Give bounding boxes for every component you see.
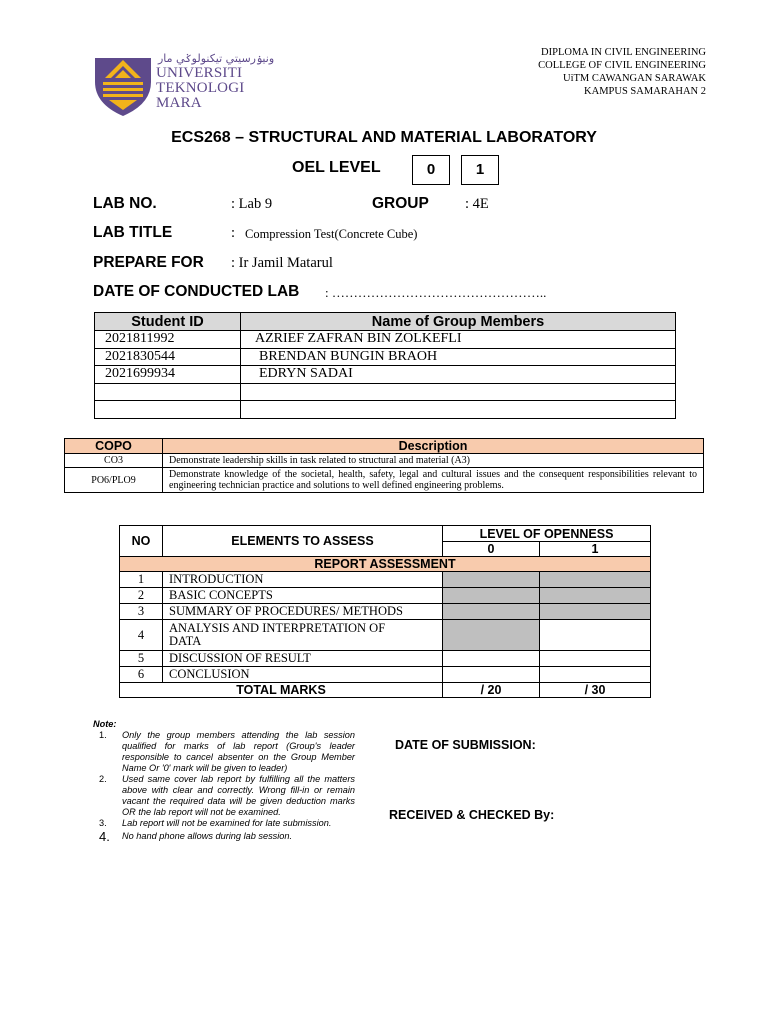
date-of-submission-label: DATE OF SUBMISSION:: [395, 738, 536, 752]
institution-block: [538, 46, 706, 98]
logo-line: MARA: [156, 95, 202, 111]
element-cell: SUMMARY OF PROCEDURES/ METHODS: [163, 604, 443, 620]
table-row: [120, 604, 651, 620]
lab-title-colon: :: [231, 225, 236, 241]
note-item: [93, 831, 355, 842]
student-id-header: Student ID: [95, 313, 241, 331]
no-header: NO: [120, 526, 163, 557]
table-row: [120, 667, 651, 683]
note-number: 4.: [99, 829, 110, 844]
section-row: [120, 557, 651, 572]
member-name-cell: EDRYN SADAI: [241, 366, 676, 384]
level-0-cell: [443, 651, 540, 667]
member-name-cell: [241, 383, 676, 401]
row-number: 6: [120, 667, 163, 683]
table-row: [120, 572, 651, 588]
prepare-for-label: PREPARE FOR: [93, 254, 204, 271]
group-label: GROUP: [372, 195, 429, 212]
table-header-row: [95, 313, 676, 331]
assessment-table: [119, 525, 651, 698]
row-number: 1: [120, 572, 163, 588]
elements-header: ELEMENTS TO ASSESS: [163, 526, 443, 557]
institution-line: KAMPUS SAMARAHAN 2: [584, 86, 706, 97]
prepare-for-value: : Ir Jamil Matarul: [231, 255, 333, 271]
note-number: 3.: [99, 818, 107, 828]
student-id-cell: 2021699934: [95, 366, 241, 384]
level-0-cell: [443, 620, 540, 651]
copo-header: COPO: [65, 439, 163, 454]
row-number: 3: [120, 604, 163, 620]
lab-no-value: : Lab 9: [231, 196, 273, 212]
institution-line: COLLEGE OF CIVIL ENGINEERING: [538, 60, 706, 71]
level-1-cell: [540, 667, 651, 683]
lab-title-label: LAB TITLE: [93, 224, 173, 241]
members-table: [94, 312, 676, 419]
student-id-cell: [95, 401, 241, 419]
note-number: 1.: [99, 730, 107, 740]
element-cell: BASIC CONCEPTS: [163, 588, 443, 604]
date-conducted-value: : …………………………………………..: [325, 285, 547, 300]
note-number: 2.: [99, 774, 107, 784]
level-0-header: 0: [443, 542, 540, 557]
institution-line: UiTM CAWANGAN SARAWAK: [563, 73, 706, 84]
element-cell: DISCUSSION OF RESULT: [163, 651, 443, 667]
group-value: : 4E: [465, 196, 489, 212]
note-item: [93, 818, 355, 829]
member-name-header: Name of Group Members: [241, 313, 676, 331]
logo-arabic-text: ونيۏرسيتي تيكنولوݢي مار: [158, 52, 275, 65]
level-1-cell: [540, 651, 651, 667]
table-row: [65, 468, 704, 493]
table-row: [120, 651, 651, 667]
total-level-0: / 20: [443, 683, 540, 698]
level-0-cell: [443, 604, 540, 620]
level-1-cell: [540, 620, 651, 651]
note-text: Used same cover lab report by fulfilling all the matters above with clear and correctly. Wrong fill-in or remain vacant the required data will be given deduction marks OR the lab report will not be examined.: [122, 774, 355, 817]
description-header: Description: [163, 439, 704, 454]
oel-level-box-0: 0: [412, 155, 450, 185]
note-text: Lab report will not be examined for late submission.: [122, 818, 332, 828]
date-conducted-label: DATE OF CONDUCTED LAB: [93, 283, 300, 300]
level-1-header: 1: [540, 542, 651, 557]
table-row: [65, 454, 704, 468]
copo-description-cell: Demonstrate knowledge of the societal, health, safety, legal and cultural issues and the consequent responsibilities relevant to engineering technician practice and solutions to well defined engineering problems.: [163, 468, 704, 493]
logo-line: UNIVERSITI: [156, 65, 243, 81]
member-name-cell: AZRIEF ZAFRAN BIN ZOLKEFLI: [241, 331, 676, 349]
lab-title-value: Compression Test(Concrete Cube): [245, 227, 418, 241]
institution-line: DIPLOMA IN CIVIL ENGINEERING: [541, 47, 706, 58]
copo-code-cell: CO3: [65, 454, 163, 468]
total-marks-label: TOTAL MARKS: [120, 683, 443, 698]
table-row: [95, 348, 676, 366]
table-row: [95, 366, 676, 384]
lab-no-label: LAB NO.: [93, 195, 157, 212]
copo-description-cell: Demonstrate leadership skills in task related to structural and material (A3): [163, 454, 704, 468]
copo-table: [64, 438, 704, 493]
level-0-cell: [443, 572, 540, 588]
table-header-row: [65, 439, 704, 454]
note-item: [93, 774, 355, 818]
total-level-1: / 30: [540, 683, 651, 698]
table-row: [95, 401, 676, 419]
level-0-cell: [443, 667, 540, 683]
element-cell: INTRODUCTION: [163, 572, 443, 588]
level-1-cell: [540, 588, 651, 604]
notes-block: [93, 719, 355, 842]
oel-level-label: OEL LEVEL: [292, 159, 381, 176]
total-row: [120, 683, 651, 698]
note-text: No hand phone allows during lab session.: [122, 831, 293, 841]
table-row: [120, 588, 651, 604]
table-row: [95, 331, 676, 349]
report-assessment-heading: REPORT ASSESSMENT: [120, 557, 651, 572]
element-cell: CONCLUSION: [163, 667, 443, 683]
member-name-cell: BRENDAN BUNGIN BRAOH: [241, 348, 676, 366]
table-row: [120, 620, 651, 651]
note-item: [93, 730, 355, 774]
table-row: [95, 383, 676, 401]
table-header-row: [120, 526, 651, 542]
logo-wordmark: [156, 66, 244, 111]
logo-line: TEKNOLOGI: [156, 80, 245, 96]
note-text: Only the group members attending the lab session qualified for marks of lab report (Group's leader responsible to cancel absenter on the Group Member Name Or '0' mark will be given to leader): [122, 730, 355, 773]
row-number: 2: [120, 588, 163, 604]
row-number: 4: [120, 620, 163, 651]
level-1-cell: [540, 572, 651, 588]
level-0-cell: [443, 588, 540, 604]
oel-level-box-1: 1: [461, 155, 499, 185]
level-1-cell: [540, 604, 651, 620]
notes-heading: Note:: [93, 719, 117, 729]
student-id-cell: 2021830544: [95, 348, 241, 366]
student-id-cell: [95, 383, 241, 401]
row-number: 5: [120, 651, 163, 667]
element-cell: ANALYSIS AND INTERPRETATION OF DATA: [163, 620, 443, 651]
student-id-cell: 2021811992: [95, 331, 241, 349]
copo-code-cell: PO6/PLO9: [65, 468, 163, 493]
course-title: ECS268 – STRUCTURAL AND MATERIAL LABORATORY: [171, 129, 597, 146]
level-of-openness-header: LEVEL OF OPENNESS: [443, 526, 651, 542]
member-name-cell: [241, 401, 676, 419]
received-checked-label: RECEIVED & CHECKED By:: [389, 808, 555, 822]
